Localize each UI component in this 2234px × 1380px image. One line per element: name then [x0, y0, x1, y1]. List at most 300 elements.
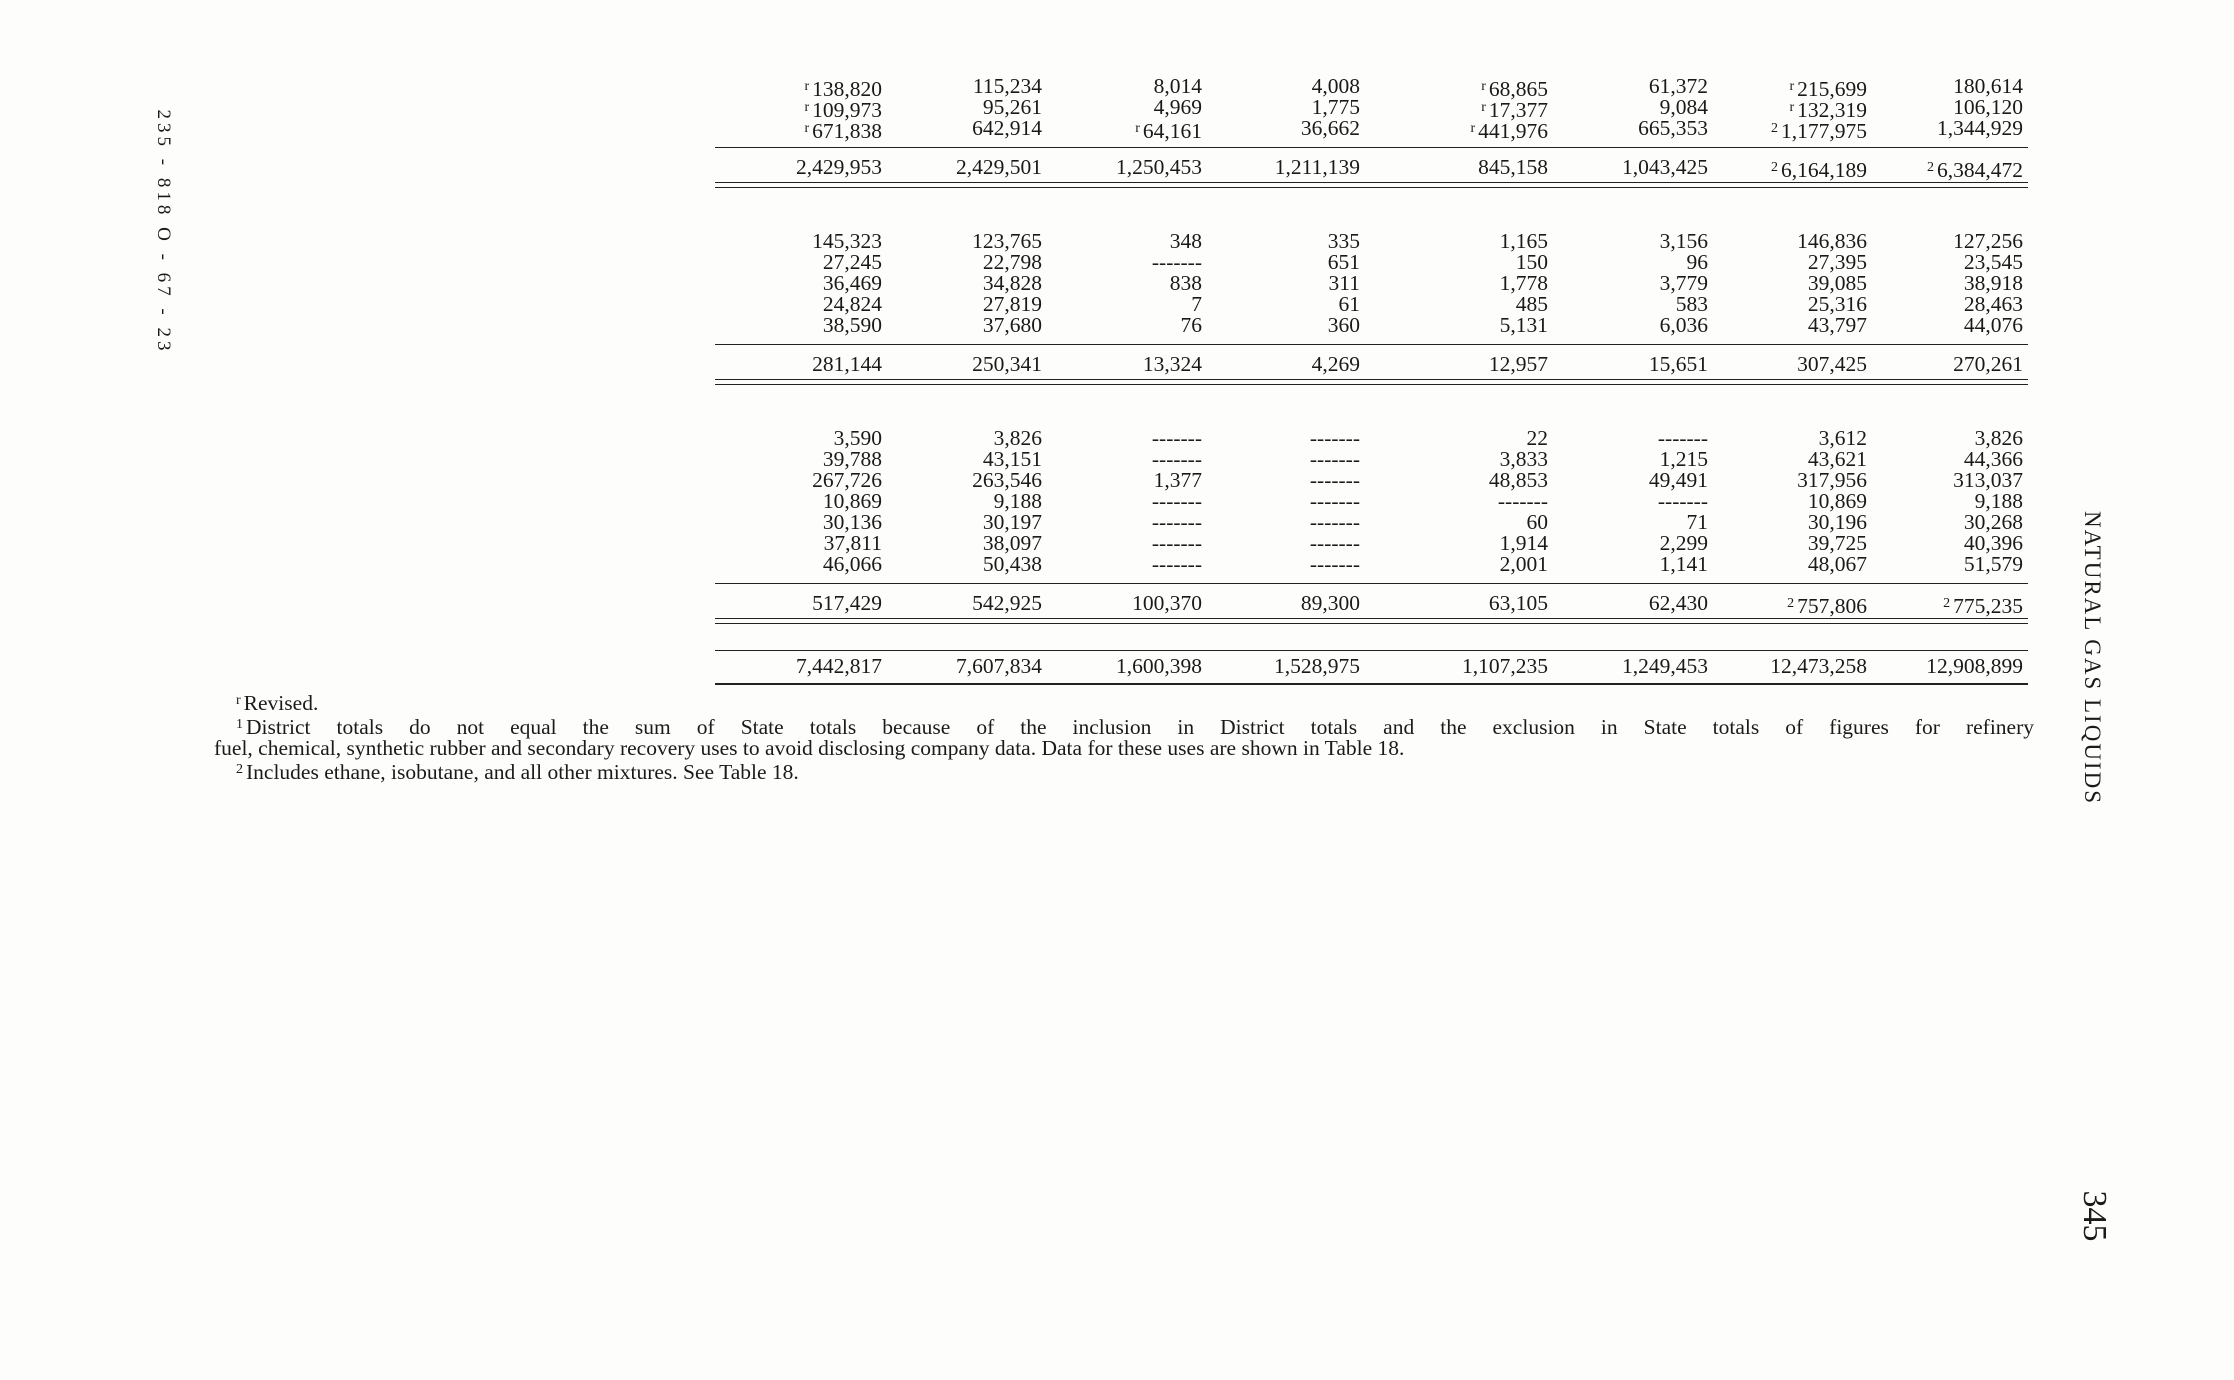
value-text: ------- [1497, 489, 1548, 513]
value-text: 22 [1526, 426, 1548, 450]
value-cell [1687, 554, 1867, 575]
value-cell [1528, 231, 1708, 252]
value-cell [1687, 593, 1867, 617]
value-text: 34,828 [982, 271, 1042, 295]
value-text: 30,268 [1963, 510, 2023, 534]
value-cell [1687, 428, 1867, 449]
running-head: NATURAL GAS LIQUIDS [2080, 511, 2105, 805]
value-text: ------- [1309, 510, 1360, 534]
value-cell [1180, 315, 1360, 336]
table-row [210, 231, 2034, 252]
value-text: 127,256 [1953, 229, 2023, 253]
value-cell [1022, 315, 1202, 336]
value-cell [1687, 252, 1867, 273]
value-text: 1,107,235 [1462, 654, 1548, 678]
value-text: 27,245 [822, 250, 882, 274]
value-cell [1687, 118, 1867, 142]
value-cell [702, 656, 882, 677]
value-text: 64,161 [1142, 119, 1202, 143]
value-text: 485 [1515, 292, 1548, 316]
value-cell [1022, 449, 1202, 470]
value-text: 146,836 [1797, 229, 1867, 253]
value-text: 10,869 [1807, 489, 1867, 513]
value-text: 145,323 [812, 229, 882, 253]
value-text: 38,097 [982, 531, 1042, 555]
district-total-row [210, 155, 2034, 182]
value-cell [1528, 354, 1708, 375]
value-cell [1368, 491, 1548, 512]
value-cell [862, 157, 1042, 178]
value-text: 39,725 [1807, 531, 1867, 555]
value-text: 27,395 [1807, 250, 1867, 274]
value-text: 123,765 [972, 229, 1042, 253]
table-rule [715, 187, 2028, 188]
value-text: 651 [1327, 250, 1360, 274]
value-cell [1368, 294, 1548, 315]
value-text: 665,353 [1638, 116, 1708, 140]
value-cell [1180, 97, 1360, 118]
value-text: 583 [1675, 292, 1708, 316]
value-cell [1368, 231, 1548, 252]
value-text: 61 [1338, 292, 1360, 316]
value-text: 3,826 [1974, 426, 2023, 450]
value-cell [1180, 533, 1360, 554]
value-cell [1843, 512, 2023, 533]
value-cell [1180, 273, 1360, 294]
value-text: ------- [1151, 447, 1202, 471]
value-text: 63,105 [1488, 591, 1548, 615]
value-text: 757,806 [1797, 594, 1867, 618]
table-row [210, 449, 2034, 470]
value-cell [1687, 533, 1867, 554]
value-cell [1843, 470, 2023, 491]
value-cell [862, 656, 1042, 677]
value-text: 3,156 [1659, 229, 1708, 253]
value-text: 49,491 [1648, 468, 1708, 492]
value-text: 12,908,899 [1926, 654, 2023, 678]
table-rule [715, 650, 2028, 651]
value-text: 4,269 [1311, 352, 1360, 376]
value-cell [1528, 470, 1708, 491]
value-text: 109,973 [812, 98, 882, 122]
value-text: 76 [1180, 313, 1202, 337]
value-text: 43,151 [982, 447, 1042, 471]
value-text: 9,188 [993, 489, 1042, 513]
value-text: 138,820 [812, 77, 882, 101]
value-text: 39,085 [1807, 271, 1867, 295]
value-text: 89,300 [1300, 591, 1360, 615]
value-cell [1022, 593, 1202, 614]
value-text: 43,621 [1807, 447, 1867, 471]
value-cell [862, 273, 1042, 294]
value-cell [1843, 294, 2023, 315]
footnote-1-line-1 [214, 714, 2034, 738]
value-cell [1528, 491, 1708, 512]
value-text: 6,384,472 [1937, 158, 2023, 182]
value-cell [702, 470, 882, 491]
value-cell [702, 533, 882, 554]
value-text: 1,914 [1499, 531, 1548, 555]
value-cell [1180, 449, 1360, 470]
value-cell [862, 533, 1042, 554]
table-rule [715, 618, 2028, 619]
value-cell [1368, 554, 1548, 575]
value-cell [702, 294, 882, 315]
value-cell [1528, 656, 1708, 677]
value-cell [702, 157, 882, 178]
value-cell [1022, 428, 1202, 449]
value-text: 1,249,453 [1622, 654, 1708, 678]
table-row [210, 74, 2034, 101]
value-text: 5,131 [1499, 313, 1548, 337]
value-text: 37,811 [823, 531, 882, 555]
value-text: 37,680 [982, 313, 1042, 337]
revised-mark: r [1470, 121, 1476, 136]
value-text: 3,590 [833, 426, 882, 450]
value-cell [1528, 593, 1708, 614]
value-cell [1687, 470, 1867, 491]
value-cell [1843, 554, 2023, 575]
value-text: 13,324 [1142, 352, 1202, 376]
value-cell [1528, 315, 1708, 336]
value-text: 2,429,501 [956, 155, 1042, 179]
value-cell [1022, 76, 1202, 97]
value-text: 96 [1686, 250, 1708, 274]
value-cell [1180, 512, 1360, 533]
value-cell [1022, 231, 1202, 252]
district-total-row [210, 354, 2034, 375]
table-row [210, 95, 2034, 122]
footnote-mark: r [236, 693, 241, 708]
footnote-ref: 2 [1943, 596, 1951, 611]
table-row [210, 252, 2034, 273]
value-text: 281,144 [812, 352, 882, 376]
value-text: 62,430 [1648, 591, 1708, 615]
value-text: 7,442,817 [796, 654, 882, 678]
value-cell [702, 428, 882, 449]
value-cell [702, 231, 882, 252]
value-cell [1368, 512, 1548, 533]
value-text: ------- [1309, 489, 1360, 513]
value-text: 1,141 [1659, 552, 1708, 576]
value-cell [1687, 273, 1867, 294]
footnote-ref: 2 [1771, 160, 1778, 175]
value-text: 263,546 [972, 468, 1042, 492]
value-cell [1843, 354, 2023, 375]
value-text: 3,612 [1818, 426, 1867, 450]
value-text: 28,463 [1963, 292, 2023, 316]
value-text: 348 [1169, 229, 1202, 253]
value-cell [1022, 554, 1202, 575]
value-text: 6,164,189 [1781, 158, 1867, 182]
value-cell [1368, 157, 1548, 178]
table-rule [715, 147, 2028, 148]
value-cell [702, 273, 882, 294]
value-cell [702, 512, 882, 533]
value-text: 1,344,929 [1937, 116, 2023, 140]
value-cell [862, 491, 1042, 512]
revised-mark: r [804, 79, 810, 94]
value-cell [1687, 512, 1867, 533]
value-cell [1528, 512, 1708, 533]
value-text: 60 [1526, 510, 1548, 534]
value-cell [1022, 533, 1202, 554]
value-text: 4,008 [1311, 74, 1360, 98]
value-text: 317,956 [1797, 468, 1867, 492]
value-cell [702, 118, 882, 142]
table-rule [715, 683, 2028, 685]
value-cell [1180, 231, 1360, 252]
value-text: 68,865 [1488, 77, 1548, 101]
value-cell [1843, 273, 2023, 294]
footnote-ref: 2 [1771, 121, 1778, 136]
value-text: ------- [1309, 447, 1360, 471]
value-text: 3,833 [1499, 447, 1548, 471]
value-cell [1843, 97, 2023, 118]
page-number: 345 [2076, 1190, 2113, 1242]
value-text: 335 [1327, 229, 1360, 253]
value-cell [1528, 118, 1708, 139]
value-cell [862, 76, 1042, 97]
value-text: 38,590 [822, 313, 882, 337]
value-cell [1687, 315, 1867, 336]
value-cell [702, 593, 882, 614]
footnote-mark: 2 [236, 762, 243, 777]
table-row [210, 512, 2034, 533]
value-text: 7 [1191, 292, 1202, 316]
value-text: 441,976 [1478, 119, 1548, 143]
value-text: 307,425 [1797, 352, 1867, 376]
value-text: ------- [1309, 468, 1360, 492]
value-text: 3,779 [1659, 271, 1708, 295]
value-cell [1022, 470, 1202, 491]
value-cell [1180, 118, 1360, 139]
revised-mark: r [1481, 100, 1486, 115]
table-row [210, 554, 2034, 575]
value-text: 9,188 [1974, 489, 2023, 513]
footnote-mark: 1 [236, 717, 243, 732]
value-cell [1528, 533, 1708, 554]
value-text: 1,528,975 [1274, 654, 1360, 678]
value-text: 48,853 [1488, 468, 1548, 492]
value-cell [1022, 294, 1202, 315]
value-cell [1368, 428, 1548, 449]
footnotes [214, 690, 2034, 783]
value-cell [1843, 157, 2023, 181]
value-cell [862, 470, 1042, 491]
district-heading [210, 210, 2034, 231]
revised-mark: r [1789, 79, 1795, 94]
value-cell [1843, 118, 2023, 139]
value-cell [1180, 157, 1360, 178]
value-cell [1180, 252, 1360, 273]
value-text: 36,662 [1300, 116, 1360, 140]
value-text: 71 [1686, 510, 1708, 534]
value-cell [862, 354, 1042, 375]
value-text: 106,120 [1953, 95, 2023, 119]
value-text: 12,957 [1488, 352, 1548, 376]
value-text: 40,396 [1963, 531, 2023, 555]
value-text: 1,775 [1311, 95, 1360, 119]
value-text: 10,869 [822, 489, 882, 513]
value-text: 24,824 [822, 292, 882, 316]
value-cell [1022, 118, 1202, 142]
value-text: 115,234 [972, 74, 1042, 98]
value-text: 542,925 [972, 591, 1042, 615]
value-text: 2,001 [1499, 552, 1548, 576]
district-heading [210, 407, 2034, 428]
value-cell [1180, 593, 1360, 614]
value-text: ------- [1151, 552, 1202, 576]
footnote-ref: 2 [1927, 160, 1934, 175]
value-text: 1,215 [1659, 447, 1708, 471]
value-cell [1368, 354, 1548, 375]
value-cell [1022, 157, 1202, 178]
value-cell [1180, 554, 1360, 575]
value-cell [1687, 231, 1867, 252]
footnote-text: District totals do not equal the sum of State totals because of the inclusion in District totals and the exclusion in State totals of figures for refinery [246, 715, 2034, 739]
value-text: 39,788 [822, 447, 882, 471]
value-text: 1,177,975 [1781, 119, 1867, 143]
value-text: 51,579 [1963, 552, 2023, 576]
value-cell [1843, 231, 2023, 252]
value-cell [1180, 656, 1360, 677]
value-text: 30,196 [1807, 510, 1867, 534]
value-text: 270,261 [1953, 352, 2023, 376]
value-text: 38,918 [1963, 271, 2023, 295]
value-cell [1687, 354, 1867, 375]
value-cell [1843, 491, 2023, 512]
value-text: 30,197 [982, 510, 1042, 534]
value-cell [1843, 428, 2023, 449]
value-cell [1368, 533, 1548, 554]
revised-mark: r [1135, 121, 1140, 136]
value-text: 671,838 [812, 119, 882, 143]
value-text: 642,914 [972, 116, 1042, 140]
value-text: 838 [1169, 271, 1202, 295]
value-cell [1368, 470, 1548, 491]
value-text: 44,366 [1963, 447, 2023, 471]
value-text: 517,429 [812, 591, 882, 615]
table-row [210, 533, 2034, 554]
table-row [210, 470, 2034, 491]
value-cell [1843, 533, 2023, 554]
value-text: ------- [1657, 489, 1708, 513]
value-cell [862, 118, 1042, 139]
value-cell [702, 252, 882, 273]
value-text: 2,429,953 [796, 155, 882, 179]
value-cell [1368, 252, 1548, 273]
value-text: ------- [1657, 426, 1708, 450]
value-text: 1,377 [1153, 468, 1202, 492]
footnote-text: Includes ethane, isobutane, and all other mixtures. See Table 18. [246, 760, 799, 784]
value-cell [1022, 273, 1202, 294]
value-text: 1,043,425 [1622, 155, 1708, 179]
table-rule [715, 182, 2028, 183]
value-text: 30,136 [822, 510, 882, 534]
value-text: 12,473,258 [1770, 654, 1867, 678]
value-text: 6,036 [1659, 313, 1708, 337]
value-text: 50,438 [982, 552, 1042, 576]
table-row [210, 273, 2034, 294]
table-row [210, 116, 2034, 143]
value-cell [1528, 252, 1708, 273]
value-text: 250,341 [972, 352, 1042, 376]
value-text: 215,699 [1797, 77, 1867, 101]
value-cell [862, 315, 1042, 336]
value-cell [1180, 294, 1360, 315]
value-cell [1528, 97, 1708, 118]
value-cell [702, 449, 882, 470]
value-cell [1843, 449, 2023, 470]
value-cell [702, 315, 882, 336]
value-text: 1,600,398 [1116, 654, 1202, 678]
value-text: 23,545 [1963, 250, 2023, 274]
value-text: 95,261 [982, 95, 1042, 119]
value-text: 9,084 [1659, 95, 1708, 119]
value-cell [1368, 656, 1548, 677]
value-text: 313,037 [1953, 468, 2023, 492]
value-cell [1180, 76, 1360, 97]
value-text: 3,826 [993, 426, 1042, 450]
value-text: 845,158 [1478, 155, 1548, 179]
value-text: 2,299 [1659, 531, 1708, 555]
revised-mark: r [1481, 79, 1486, 94]
value-text: 22,798 [982, 250, 1042, 274]
table-rule [715, 384, 2028, 385]
footnote-1-line-2: fuel, chemical, synthetic rubber and secondary recovery uses to avoid disclosing company data. Data for these uses are shown in Table 18. [214, 736, 1405, 760]
value-cell [862, 554, 1042, 575]
value-cell [1687, 656, 1867, 677]
value-cell [862, 294, 1042, 315]
value-cell [862, 97, 1042, 118]
district-total-row [210, 591, 2034, 618]
value-text: 267,726 [812, 468, 882, 492]
grand-total-row [210, 656, 2034, 677]
value-cell [1528, 294, 1708, 315]
side-print-code: 235 - 818 O - 67 - 23 [153, 109, 174, 355]
value-cell [1528, 157, 1708, 178]
value-text: 100,370 [1132, 591, 1202, 615]
value-cell [1687, 449, 1867, 470]
value-text: 1,165 [1499, 229, 1548, 253]
value-cell [862, 428, 1042, 449]
value-cell [1180, 354, 1360, 375]
value-text: 15,651 [1648, 352, 1708, 376]
value-text: 43,797 [1807, 313, 1867, 337]
value-cell [862, 593, 1042, 614]
footnote-revised [214, 690, 2034, 714]
value-text: ------- [1151, 426, 1202, 450]
revised-mark: r [804, 100, 810, 115]
value-cell [1687, 157, 1867, 181]
value-text: ------- [1151, 489, 1202, 513]
value-cell [862, 449, 1042, 470]
value-cell [1180, 428, 1360, 449]
value-cell [1528, 273, 1708, 294]
value-text: ------- [1151, 250, 1202, 274]
table-rule [715, 344, 2028, 345]
revised-mark: r [804, 121, 810, 136]
value-text: 36,469 [822, 271, 882, 295]
value-text: 1,250,453 [1116, 155, 1202, 179]
footnote-ref: 2 [1787, 596, 1795, 611]
value-cell [1687, 294, 1867, 315]
value-cell [1528, 449, 1708, 470]
value-text: 48,067 [1807, 552, 1867, 576]
value-cell [862, 512, 1042, 533]
value-text: 61,372 [1648, 74, 1708, 98]
